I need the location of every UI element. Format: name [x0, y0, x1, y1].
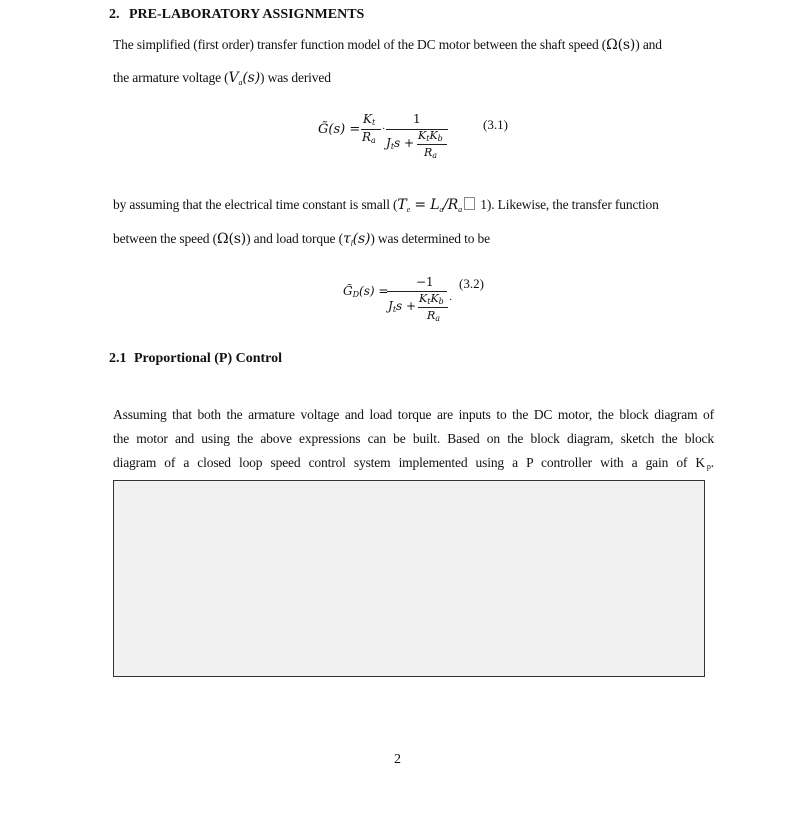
eq1-fraction-bar-3 [417, 144, 447, 145]
intro-text: The simplified (first order) transfer function model of the DC motor between the shaft speed ( [113, 37, 607, 52]
eq1-k1-sub: t [426, 134, 430, 143]
eq2-s-plus: s + [396, 299, 417, 313]
eq2-rden-sub: a [435, 314, 441, 323]
la-subscript: a [439, 205, 444, 214]
intro-line-2 [113, 70, 331, 87]
va-symbol: V [228, 70, 239, 86]
middle-text-end: ) was determined to be [370, 231, 491, 246]
equation-3-2 [343, 275, 453, 330]
intro-text: the armature voltage ( [113, 70, 229, 85]
middle-text: by assuming that the electrical time constant is small ( [113, 197, 398, 212]
eq1-lhs: G̃(s) = [318, 122, 361, 137]
eq2-g: G̃ [343, 284, 353, 298]
middle-text: between the speed ( [113, 231, 217, 246]
eq2-dot: · [449, 295, 453, 306]
tau-subscript: l [350, 239, 353, 248]
va-argument: (s) [242, 70, 261, 86]
assignment-line-3-main: diagram of a closed loop speed control system implemented using a P controller with a gain of K [113, 455, 705, 470]
eq1-ra: R [362, 130, 372, 144]
eq1-ra-sub: a [371, 136, 376, 145]
eq2-k2: K [430, 292, 439, 305]
kp-subscript: p [706, 462, 711, 471]
assignment-line-1: Assuming that both the armature voltage and load torque are inputs to the DC motor, the block diagram of [113, 407, 714, 422]
eq2-fraction-bar-2 [418, 307, 448, 308]
eq1-kt: K [363, 112, 372, 126]
tau-symbol: τ [342, 231, 351, 247]
va-subscript: a [238, 78, 243, 87]
eq1-dot: · [382, 124, 386, 135]
ra-symbol: /R [443, 197, 459, 213]
tau-argument: (s) [352, 231, 371, 247]
ra-subscript: a [458, 205, 463, 214]
section-heading [109, 7, 364, 23]
section-title: PRE-LABORATORY ASSIGNMENTS [129, 7, 365, 22]
subsection-title: Proportional (P) Control [134, 351, 283, 366]
missing-glyph-icon [464, 197, 475, 210]
equation-3-1 [318, 112, 458, 170]
te-subscript: e [406, 205, 411, 214]
assignment-line-3-text [113, 455, 707, 471]
te-symbol: T [397, 197, 407, 213]
eq2-k1: K [419, 292, 428, 305]
assignment-line-3 [113, 455, 714, 471]
la-symbol: = L [410, 197, 440, 213]
eq2-rden: R [427, 309, 436, 322]
eq1-rden: R [424, 146, 433, 159]
middle-text: ) and load torque ( [246, 231, 343, 246]
eq1-s-plus: s + [394, 136, 415, 150]
answer-box[interactable] [113, 480, 705, 677]
eq2-g-sub: D [352, 290, 360, 299]
subsection-number: 2.1 [109, 351, 127, 366]
intro-line-1 [113, 37, 662, 53]
eq2-lhs-rest: (s) = [359, 284, 389, 298]
middle-text-end: 1). Likewise, the transfer function [477, 197, 659, 212]
middle-line-2 [113, 231, 490, 248]
intro-text-end: ) was derived [260, 70, 331, 85]
eq1-kt-sub: t [371, 118, 376, 127]
assignment-line-3-end: . [710, 455, 714, 470]
omega-symbol: Ω(s) [606, 37, 636, 53]
eq2-j-sub: t [392, 305, 397, 314]
middle-line-1 [113, 197, 659, 214]
eq1-rden-sub: a [432, 151, 438, 160]
eq1-k2-sub: b [437, 134, 443, 143]
equation-number-3-2: (3.2) [459, 276, 484, 291]
eq2-k1-sub: t [427, 297, 431, 306]
eq2-minus-one: −1 [416, 275, 434, 289]
page-number: 2 [394, 752, 401, 767]
section-number: 2. [109, 7, 120, 22]
eq1-one: 1 [413, 112, 421, 126]
subsection-heading [109, 351, 282, 367]
eq2-j: J [388, 299, 393, 313]
eq1-k2: K [429, 129, 438, 142]
eq1-j: J [386, 136, 391, 150]
eq2-k2-sub: b [438, 297, 444, 306]
eq1-k1: K [418, 129, 427, 142]
omega-symbol: Ω(s) [216, 231, 247, 247]
eq1-j-sub: t [390, 142, 395, 151]
equation-number-3-1: (3.1) [483, 117, 508, 132]
intro-text-end: ) and [635, 37, 662, 52]
assignment-line-2: the motor and using the above expressions can be built. Based on the block diagram, sketch the block [113, 431, 714, 446]
